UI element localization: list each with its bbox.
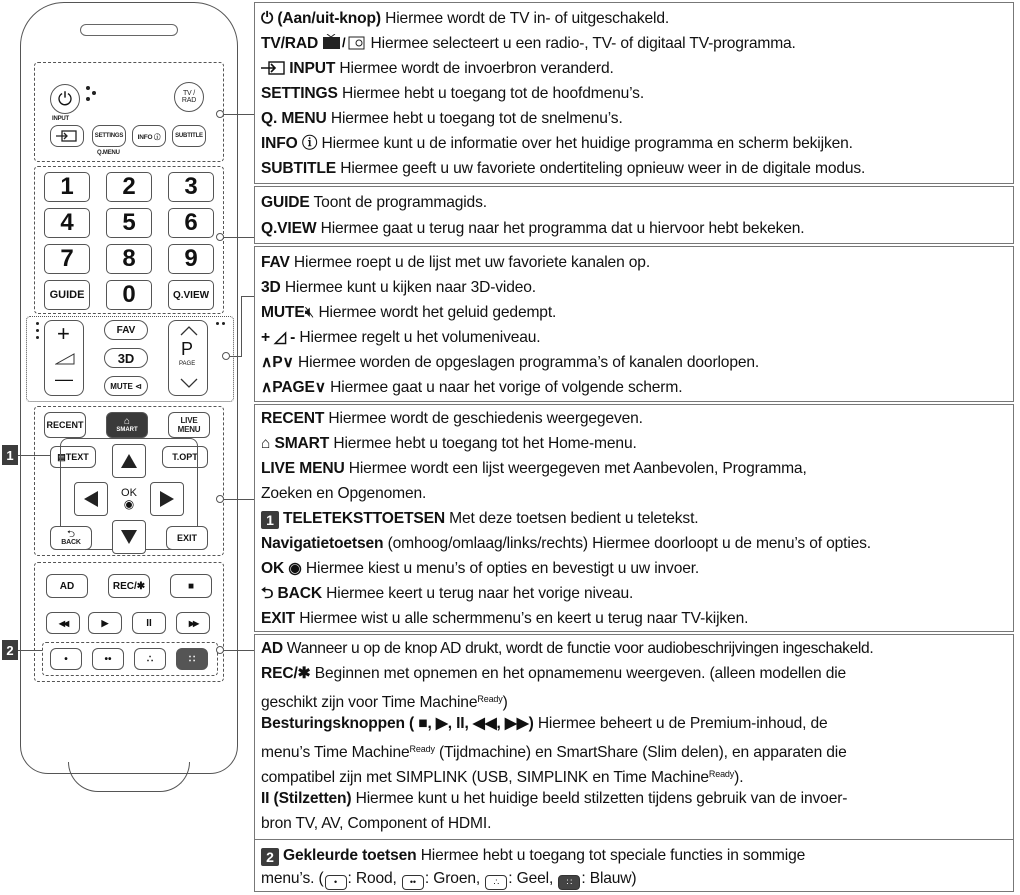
desc-fav: FAV Hiermee roept u de lijst met uw favoriete kanalen op. — [261, 254, 651, 271]
desc-control-cont-2: compatibel zijn met SIMPLINK (USB, SIMPLINK en Time Machine$^{Ready}$). — [261, 769, 744, 786]
callout-line — [224, 114, 254, 115]
fast-forward-button[interactable]: ▶▶ — [176, 612, 210, 634]
desc-info: INFO ⓘ Hiermee kunt u de informatie over het huidige programma en scherm bekijken. — [261, 135, 853, 152]
fav-button[interactable]: FAV — [104, 320, 148, 340]
home-icon: ⌂ — [261, 435, 275, 452]
page-label: PAGE — [179, 361, 196, 367]
desc-volume: + ◿ - Hiermee regelt u het volumeniveau. — [261, 329, 541, 346]
red-key-icon: • — [325, 875, 347, 890]
indicator-dot — [86, 86, 90, 90]
left-arrow-icon — [83, 490, 99, 508]
info-button[interactable]: INFO ⓘ — [132, 125, 166, 147]
text-button[interactable]: ▤TEXT — [50, 446, 96, 468]
smart-button[interactable]: ⌂ SMART — [106, 412, 148, 438]
desc-freeze-cont: bron TV, AV, Component of HDMI. — [261, 815, 492, 832]
live-menu-button[interactable]: LIVE MENU — [168, 412, 210, 438]
desc-ad: AD Wanneer u op de knop AD drukt, wordt de functie voor audiobeschrijvingen ingeschakeld. — [261, 640, 874, 657]
number-button-4[interactable]: 4 — [44, 208, 90, 238]
callout-line — [224, 237, 254, 238]
mute-icon: 🔇︎ — [304, 304, 315, 321]
desc-exit: EXIT Hiermee wist u alle schermmenu’s en keert u terug naar TV-kijken. — [261, 610, 749, 627]
number-button-8[interactable]: 8 — [106, 244, 152, 274]
indicator-dot — [222, 322, 225, 325]
callout-dot — [216, 233, 224, 241]
qmenu-label: Q.MENU — [97, 150, 120, 156]
desc-tvrad: TV/RAD / Hiermee selecteert u een radio-, TV- of digitaal TV-programma. — [261, 35, 796, 52]
home-icon: ⌂ — [123, 416, 131, 427]
desc-teletext: 1 TELETEKSTTOETSEN Met deze toetsen bedient u teletekst. — [261, 507, 1009, 531]
3d-button[interactable]: 3D — [104, 348, 148, 368]
callout-line — [224, 499, 254, 500]
ok-button[interactable]: OK ◉ — [112, 482, 146, 516]
callout-line-2 — [18, 650, 42, 651]
right-arrow-button[interactable] — [150, 482, 184, 516]
settings-button[interactable]: SETTINGS — [92, 125, 126, 147]
back-icon: ⮌ — [66, 528, 75, 540]
info-icon: ⓘ — [297, 135, 318, 152]
indicator-dot — [216, 322, 219, 325]
volume-down-icon: — — [55, 369, 73, 389]
callout-dot — [216, 110, 224, 118]
indicator-dot — [92, 91, 96, 95]
desc-live-menu: LIVE MENU Hiermee wordt een lijst weergegeven met Aanbevolen, Programma, — [261, 460, 807, 477]
description-column — [254, 2, 1014, 892]
blue-key-icon: ∷ — [558, 875, 580, 890]
ir-window — [80, 24, 178, 36]
up-arrow-button[interactable] — [112, 444, 146, 478]
green-button[interactable]: •• — [92, 648, 124, 670]
back-button[interactable]: ⮌ BACK — [50, 526, 92, 550]
callout-line — [224, 650, 254, 651]
callout-dot — [216, 646, 224, 654]
remote-control — [20, 2, 238, 792]
number-button-5[interactable]: 5 — [106, 208, 152, 238]
desc-input: INPUT Hiermee wordt de invoerbron veranderd. — [261, 57, 1009, 81]
down-arrow-button[interactable] — [112, 520, 146, 554]
recent-button[interactable]: RECENT — [44, 412, 86, 438]
desc-recent: RECENT Hiermee wordt de geschiedenis weergegeven. — [261, 410, 643, 427]
indicator-dot — [86, 97, 90, 101]
desc-settings: SETTINGS Hiermee hebt u toegang tot de hoofdmenu’s. — [261, 85, 644, 102]
input-button[interactable] — [50, 125, 84, 147]
input-icon — [261, 61, 285, 75]
desc-colour-keys: 2 Gekleurde toetsen Hiermee hebt u toegang tot speciale functies in sommige — [261, 844, 1009, 868]
input-icon — [56, 130, 78, 142]
description-box-guide — [254, 186, 1014, 244]
channel-down-icon — [179, 377, 199, 389]
yellow-button[interactable]: ∴ — [134, 648, 166, 670]
yellow-key-icon: ∴ — [485, 875, 507, 890]
ok-icon: ◉ — [123, 497, 135, 511]
desc-guide: GUIDE Toont de programmagids. — [261, 194, 487, 211]
number-button-0[interactable]: 0 — [106, 280, 152, 310]
red-button[interactable]: • — [50, 648, 82, 670]
blue-button[interactable]: ∷ — [176, 648, 208, 670]
callout-line — [230, 356, 242, 357]
power-button[interactable] — [50, 84, 80, 114]
play-button[interactable]: ▶ — [88, 612, 122, 634]
number-button-3[interactable]: 3 — [168, 172, 214, 202]
svg-text:/: / — [342, 35, 346, 50]
desc-control-cont-1: menu’s Time Machine$^{Ready}$ (Tijdmachine) en SmartShare (Slim delen), en apparaten die — [261, 744, 847, 761]
description-box-top-buttons — [254, 2, 1014, 184]
desc-subtitle: SUBTITLE Hiermee geeft u uw favoriete ondertiteling opnieuw weer in de digitale modus. — [261, 160, 866, 177]
callout-line-1 — [18, 455, 50, 456]
desc-power: ⏻ (Aan/uit-knop) Hiermee wordt de TV in- of uitgeschakeld. — [261, 10, 670, 27]
indicator-dot — [36, 322, 39, 325]
number-button-6[interactable]: 6 — [168, 208, 214, 238]
down-arrow-icon — [120, 529, 138, 545]
back-icon: ⮌ — [261, 585, 278, 602]
exit-button[interactable]: EXIT — [166, 526, 208, 550]
desc-page: ∧PAGE∨ Hiermee gaat u naar het vorige of volgende scherm. — [261, 379, 683, 396]
channel-page-rocker[interactable] — [168, 320, 208, 396]
ad-button[interactable]: AD — [46, 574, 88, 598]
number-button-9[interactable]: 9 — [168, 244, 214, 274]
callout-tag-1: 1 — [2, 445, 18, 465]
rewind-button[interactable]: ◀◀ — [46, 612, 80, 634]
channel-up-icon — [179, 325, 199, 337]
separator — [255, 839, 1013, 840]
desc-colour-keys-cont: menu’s. ( • : Rood, •• : Groen, ∴ : Geel, ∷ : Blauw) — [261, 867, 1009, 891]
desc-control-buttons: Besturingsknoppen ( ■, ▶, II, ◀◀, ▶▶) Hiermee beheert u de Premium-inhoud, de — [261, 715, 828, 732]
left-arrow-button[interactable] — [74, 482, 108, 516]
desc-back: ⮌ BACK Hiermee keert u terug naar het vorige niveau. — [261, 585, 634, 602]
number-button-7[interactable]: 7 — [44, 244, 90, 274]
up-arrow-icon — [120, 453, 138, 469]
volume-ramp-icon — [55, 353, 75, 365]
topt-button[interactable]: T.OPT — [162, 446, 208, 468]
desc-smart: ⌂ SMART Hiermee hebt u toegang tot het Home-menu. — [261, 435, 637, 452]
desc-3d: 3D Hiermee kunt u kijken naar 3D-video. — [261, 279, 536, 296]
indicator-dot — [36, 329, 39, 332]
rec-button[interactable]: REC/✱ — [108, 574, 150, 598]
indicator-dot — [36, 336, 39, 339]
desc-mute: MUTE🔇︎ Hiermee wordt het geluid gedempt. — [261, 304, 557, 321]
description-box-volume-channel — [254, 246, 1014, 402]
callout-line — [241, 296, 254, 297]
subtitle-button[interactable]: SUBTITLE — [172, 125, 206, 147]
volume-up-icon: + — [57, 321, 70, 346]
qview-button[interactable]: Q.VIEW — [168, 280, 214, 310]
desc-freeze: II (Stilzetten) Hiermee kunt u het huidige beeld stilzetten tijdens gebruik van de invoer- — [261, 790, 848, 807]
desc-live-menu-cont: Zoeken en Opgenomen. — [261, 485, 427, 502]
number-button-2[interactable]: 2 — [106, 172, 152, 202]
callout-dot — [216, 495, 224, 503]
input-label: INPUT — [52, 116, 70, 122]
program-label: P — [181, 339, 194, 359]
ok-icon: ◉ — [284, 560, 302, 577]
right-arrow-icon — [159, 490, 175, 508]
tv-radio-icon — [322, 34, 366, 50]
green-key-icon: •• — [402, 875, 424, 890]
description-box-playback — [254, 634, 1014, 892]
guide-button[interactable]: GUIDE — [44, 280, 90, 310]
callout-line — [241, 296, 242, 356]
power-icon: ⏻ — [57, 88, 73, 109]
desc-navigation: Navigatietoetsen (omhoog/omlaag/links/rechts) Hiermee doorloopt u de menu’s of opties. — [261, 535, 871, 552]
desc-rec: REC/✱ Beginnen met opnemen en het opnamemenu weergeven. (alleen modellen die — [261, 665, 847, 682]
description-box-navigation — [254, 404, 1014, 632]
stop-button[interactable]: ■ — [170, 574, 212, 598]
remote-bottom-curve — [68, 762, 190, 792]
desc-ok: OK ◉ Hiermee kiest u menu’s of opties en bevestigt u uw invoer. — [261, 560, 700, 577]
desc-rec-cont: geschikt zijn voor Time Machine$^{Ready}$) — [261, 694, 508, 711]
mute-button[interactable]: MUTE ⊲ — [104, 376, 148, 396]
callout-tag-2: 2 — [2, 640, 18, 660]
volume-rocker[interactable] — [44, 320, 84, 396]
tv-rad-button[interactable]: TV / RAD — [174, 82, 204, 112]
desc-program: ∧P∨ Hiermee worden de opgeslagen programma’s of kanalen doorlopen. — [261, 354, 760, 371]
pause-button[interactable]: II — [132, 612, 166, 634]
desc-qview: Q.VIEW Hiermee gaat u terug naar het programma dat u hiervoor hebt bekeken. — [261, 220, 805, 237]
number-button-1[interactable]: 1 — [44, 172, 90, 202]
desc-qmenu: Q. MENU Hiermee hebt u toegang tot de snelmenu’s. — [261, 110, 623, 127]
callout-dot — [222, 352, 230, 360]
